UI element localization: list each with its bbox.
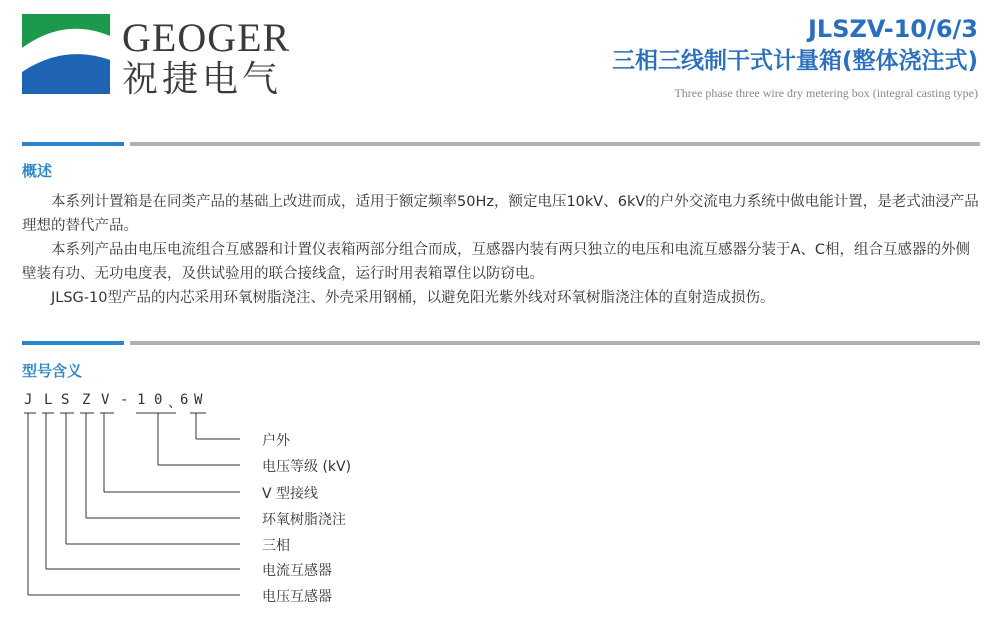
code-char: V bbox=[101, 392, 110, 408]
code-char: 、 bbox=[168, 395, 182, 411]
meaning-label: V 型接线 bbox=[262, 486, 319, 502]
meaning-label: 电流互感器 bbox=[262, 563, 332, 579]
overview-title: 概述 bbox=[22, 162, 53, 180]
code-char: Z bbox=[82, 392, 91, 408]
product-title-en: Three phase three wire dry metering box (integral casting type) bbox=[674, 86, 978, 100]
overview-paragraph: JLSG-10型产品的内芯采用环氧树脂浇注、外壳采用钢桶，以避免阳光紫外线对环氧树脂浇注体的直射造成损伤。 bbox=[51, 290, 775, 306]
code-char: J bbox=[24, 392, 33, 408]
meaning-label: 户外 bbox=[262, 433, 290, 449]
code-char: - bbox=[120, 392, 129, 408]
meaning-label: 电压等级 (kV) bbox=[262, 459, 352, 475]
meaning-label: 环氧树脂浇注 bbox=[262, 512, 346, 528]
code-char: 1 bbox=[137, 392, 146, 408]
meaning-label: 电压互感器 bbox=[262, 589, 332, 605]
meaning-label: 三相 bbox=[262, 538, 290, 554]
code-char: S bbox=[61, 392, 70, 408]
product-model: JLSZV-10/6/3 bbox=[807, 15, 978, 43]
product-title-cn: 三相三线制干式计量箱(整体浇注式) bbox=[611, 48, 978, 74]
code-char: W bbox=[194, 392, 203, 408]
overview-paragraph: 本系列产品由电压电流组合互感器和计置仪表箱两部分组合而成，互感器内装有两只独立的电压和电流互感器分装于A、C相，组合互感器的外侧壁装有功、无功电度表，及供试验用的联合接线盒，运行时用表箱罩住以防窃电。 bbox=[22, 242, 971, 282]
brand-name-en: GEOGER bbox=[122, 15, 291, 60]
code-char: L bbox=[44, 392, 53, 408]
model-meaning-title: 型号含义 bbox=[22, 362, 83, 380]
code-char: 0 bbox=[154, 392, 163, 408]
brand-name-cn: 祝捷电气 bbox=[122, 59, 283, 100]
code-char: 6 bbox=[180, 392, 189, 408]
overview-paragraph: 本系列计置箱是在同类产品的基础上改进而成，适用于额定频率50Hz，额定电压10kV、6kV的户外交流电力系统中做电能计置，是老式油浸产品理想的替代产品。 bbox=[22, 194, 979, 234]
